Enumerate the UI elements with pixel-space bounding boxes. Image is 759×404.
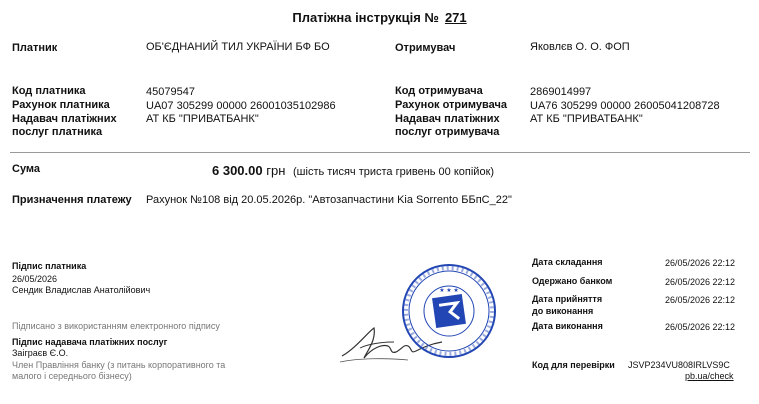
document-title-text: Платіжна інструкція № <box>292 10 439 25</box>
payer-bank-label-2: послуг платника <box>12 126 103 138</box>
e-signature-note: Підписано з використанням електронного підпису <box>12 321 220 331</box>
recipient-account-label: Рахунок отримувача <box>395 99 507 111</box>
payer-account: UA07 305299 00000 26001035102986 <box>146 100 336 112</box>
date-accepted-label-2: до виконання <box>532 306 594 316</box>
provider-position-line-2: малого і середнього бізнесу) <box>12 371 132 381</box>
payer-bank-label-1: Надавач платіжних <box>12 113 117 125</box>
amount-label: Сума <box>12 163 41 175</box>
document-title <box>0 10 759 25</box>
amount-words: (шість тисяч триста гривень 00 копійок) <box>293 166 495 178</box>
date-executed-value: 26/05/2026 22:12 <box>665 322 736 332</box>
verification-label: Код для перевірки <box>532 360 615 370</box>
document-number: 271 <box>444 10 467 25</box>
payer-account-label: Рахунок платника <box>12 99 110 111</box>
payer-bank: АТ КБ "ПРИВАТБАНК" <box>146 113 259 125</box>
provider-signature-label: Підпис надавача платіжних послуг <box>12 337 168 347</box>
payer-label: Платник <box>12 42 58 54</box>
recipient-label: Отримувач <box>395 42 456 54</box>
purpose-text: Рахунок №108 від 20.05.2026р. "Автозапчастини Kia Sorrento ББпС_22" <box>146 194 512 206</box>
recipient-code-label: Код отримувача <box>395 85 483 97</box>
date-accepted-label-1: Дата прийняття <box>532 294 603 304</box>
recipient-name: Яковлєв О. О. ФОП <box>530 41 630 53</box>
bank-stamp <box>400 262 498 360</box>
payer-code: 45079547 <box>146 86 195 98</box>
payer-signature-name: Сендик Владислав Анатолійович <box>12 285 151 295</box>
svg-text:★ ★ ★: ★ ★ ★ <box>439 288 459 294</box>
recipient-bank: АТ КБ "ПРИВАТБАНК" <box>530 113 643 125</box>
separator-line <box>10 152 750 153</box>
recipient-code: 2869014997 <box>530 86 592 98</box>
payer-signature-date: 26/05/2026 <box>12 274 58 284</box>
payer-signature-label: Підпис платника <box>12 261 87 271</box>
amount-currency: грн <box>266 163 286 178</box>
recipient-account: UA76 305299 00000 26005041208728 <box>530 100 720 112</box>
recipient-bank-label-2: послуг отримувача <box>395 126 500 138</box>
date-accepted-value: 26/05/2026 22:12 <box>665 295 736 305</box>
provider-position-line-1: Член Правління банку (з питань корпоративного та <box>12 360 226 370</box>
amount-row <box>212 163 494 178</box>
amount-value: 6 300.00 <box>212 163 263 178</box>
provider-signature-name: Заіграєв Є.О. <box>12 348 69 358</box>
date-compiled-value: 26/05/2026 22:12 <box>665 258 736 268</box>
verification-link[interactable]: pb.ua/check <box>685 371 734 381</box>
date-received-value: 26/05/2026 22:12 <box>665 277 736 287</box>
verification-code: JSVP234VU808IRLVS9C <box>628 360 730 370</box>
payer-name: ОБ'ЄДНАНИЙ ТИЛ УКРАЇНИ БФ БО <box>146 41 330 53</box>
date-received-label: Одержано банком <box>532 276 613 286</box>
purpose-label: Призначення платежу <box>12 194 132 206</box>
date-compiled-label: Дата складання <box>532 257 603 267</box>
payer-code-label: Код платника <box>12 85 86 97</box>
recipient-bank-label-1: Надавач платіжних <box>395 113 500 125</box>
date-executed-label: Дата виконання <box>532 321 603 331</box>
